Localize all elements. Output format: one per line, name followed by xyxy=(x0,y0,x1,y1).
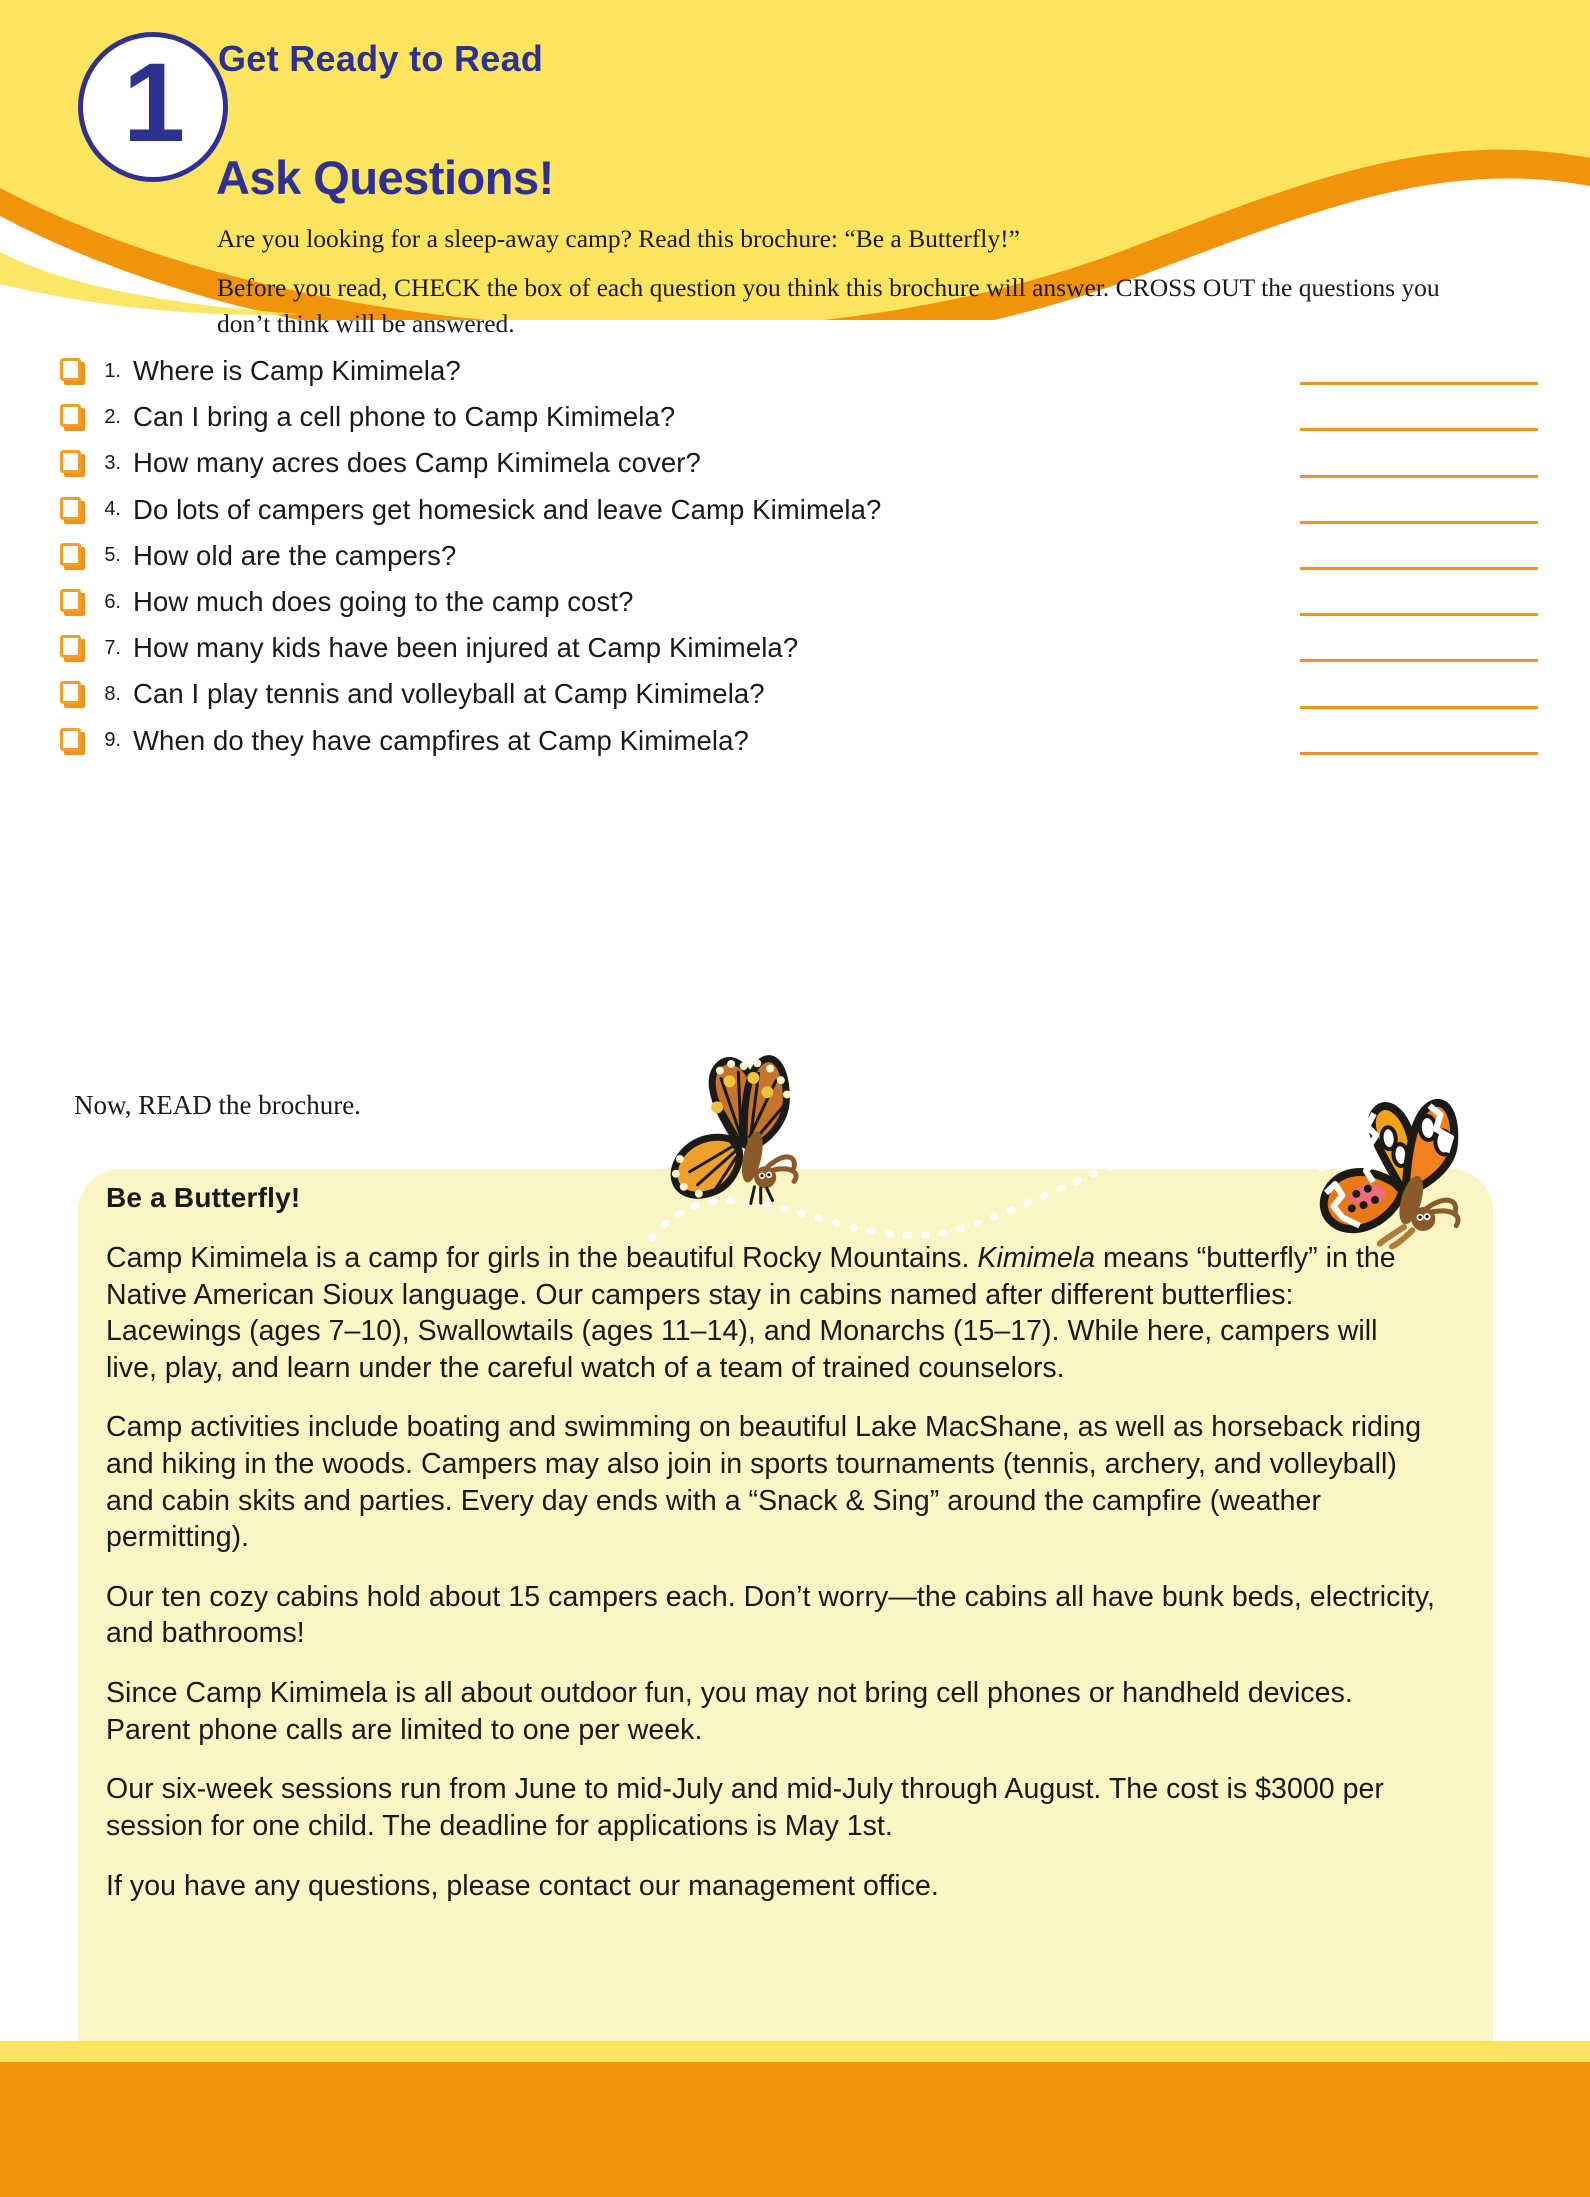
question-row xyxy=(60,348,1538,394)
answer-line[interactable] xyxy=(634,579,1539,625)
footer-orange-bar xyxy=(0,2062,1590,2197)
answer-line[interactable] xyxy=(798,625,1538,671)
question-row xyxy=(60,579,1538,625)
intro-paragraph-1: Are you looking for a sleep-away camp? Read this brochure: “Be a Butterfly!” xyxy=(217,224,1020,253)
question-text: When do they have campfires at Camp Kimimela? xyxy=(133,724,749,756)
page-eyebrow-title: Get Ready to Read xyxy=(218,38,544,79)
answer-line[interactable] xyxy=(456,533,1538,579)
question-checkbox[interactable] xyxy=(60,358,83,383)
checkbox-box xyxy=(60,450,81,473)
question-text: Do lots of campers get homesick and leave Camp Kimimela? xyxy=(133,493,882,525)
question-number: 3. xyxy=(104,451,121,474)
question-text: How much does going to the camp cost? xyxy=(133,586,634,618)
question-number: 8. xyxy=(104,682,121,705)
checkbox-box xyxy=(60,358,81,381)
checkbox-box xyxy=(60,728,81,751)
step-number-badge xyxy=(78,32,228,182)
answer-line[interactable] xyxy=(701,440,1538,486)
brochure-paragraph: If you have any questions, please contact our management office. xyxy=(106,1869,939,1902)
question-checkbox[interactable] xyxy=(60,404,83,429)
brochure-paragraph: Camp Kimimela is a camp for girls in the beautiful Rocky Mountains. Kimimela means “butterfly” in the Native American Sioux language. Our campers stay in cabins named after different butterflies: Lacewings (ages 7–10), Swallowtails (ages 11–14), and Monarchs (15–17). While here, campers will live, play, and learn under the careful watch of a team of trained counselors. xyxy=(106,1242,1396,1384)
question-text: How old are the campers? xyxy=(133,539,457,571)
brochure-paragraph: Our six-week sessions run from June to mid-July and mid-July through August. The cost is $3000 per session for one child. The deadline for applications is May 1st. xyxy=(106,1773,1384,1842)
question-checkbox[interactable] xyxy=(60,681,83,706)
monarch-butterfly-icon xyxy=(648,1048,808,1208)
checkbox-box xyxy=(60,404,81,427)
brochure-paragraphs xyxy=(106,1240,1436,1904)
question-number: 4. xyxy=(104,498,121,521)
question-row xyxy=(60,440,1538,486)
question-checkbox[interactable] xyxy=(60,589,83,614)
answer-line[interactable] xyxy=(675,394,1538,440)
now-read-instruction: Now, READ the brochure. xyxy=(74,1090,361,1120)
brochure-content xyxy=(106,1182,1436,1904)
question-row xyxy=(60,671,1538,717)
question-row xyxy=(60,394,1538,440)
answer-line[interactable] xyxy=(461,348,1538,394)
question-checkbox[interactable] xyxy=(60,497,83,522)
question-number: 9. xyxy=(104,729,121,752)
intro-paragraph-2: Before you read, CHECK the box of each question you think this brochure will answer. CROSS OUT the questions you don’t think will be answered. xyxy=(217,273,1440,339)
question-number: 7. xyxy=(104,636,121,659)
question-row xyxy=(60,625,1538,671)
question-row xyxy=(60,718,1538,764)
question-text: How many kids have been injured at Camp Kimimela? xyxy=(133,632,799,664)
answer-line[interactable] xyxy=(881,487,1538,533)
question-text: Where is Camp Kimimela? xyxy=(133,355,461,387)
question-text: How many acres does Camp Kimimela cover? xyxy=(133,447,701,479)
painted-lady-butterfly-icon xyxy=(1310,1090,1475,1250)
checkbox-box xyxy=(60,497,81,520)
brochure-paragraph: Our ten cozy cabins hold about 15 campers each. Don’t worry—the cabins all have bunk beds, electricity, and bathrooms! xyxy=(106,1580,1435,1650)
checkbox-box xyxy=(60,589,81,612)
brochure-title: Be a Butterfly! xyxy=(106,1182,301,1213)
step-number-label: 1 xyxy=(122,40,184,165)
brochure-paragraph: Camp activities include boating and swimming on beautiful Lake MacShane, as well as horseback riding and hiking in the woods. Campers may also join in sports tournaments (tennis, archery, and volleyball) and cabin skits and parties. Every day ends with a “Snack & Sing” around the campfire (weather permitting). xyxy=(106,1411,1422,1554)
footer-yellow-bar xyxy=(0,2041,1590,2062)
question-number: 6. xyxy=(104,590,121,613)
question-row xyxy=(60,487,1538,533)
brochure-paragraph: Since Camp Kimimela is all about outdoor fun, you may not bring cell phones or handheld devices. Parent phone calls are limited to one per week. xyxy=(106,1677,1353,1746)
question-checkbox[interactable] xyxy=(60,450,83,475)
question-checkbox[interactable] xyxy=(60,728,83,753)
question-checkbox[interactable] xyxy=(60,543,83,568)
checkbox-box xyxy=(60,681,81,704)
question-text: Can I bring a cell phone to Camp Kimimela? xyxy=(133,401,676,433)
question-text: Can I play tennis and volleyball at Camp Kimimela? xyxy=(133,678,765,710)
question-row xyxy=(60,533,1538,579)
answer-line[interactable] xyxy=(765,671,1538,717)
answer-line[interactable] xyxy=(749,718,1538,764)
question-number: 2. xyxy=(104,405,121,428)
question-number: 1. xyxy=(104,359,121,382)
question-number: 5. xyxy=(104,544,121,567)
checkbox-box xyxy=(60,543,81,566)
page-title: Ask Questions! xyxy=(216,151,554,204)
question-checkbox[interactable] xyxy=(60,635,83,660)
question-checklist xyxy=(60,348,1538,764)
checkbox-box xyxy=(60,635,81,658)
